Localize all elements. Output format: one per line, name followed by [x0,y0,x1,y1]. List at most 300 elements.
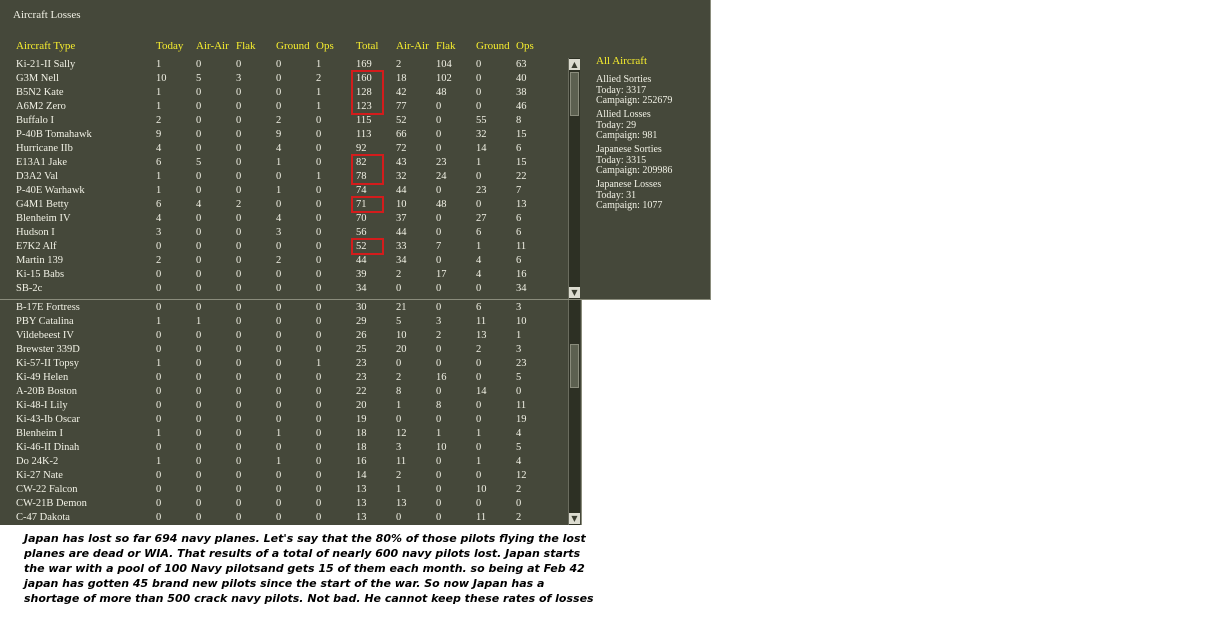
table-cell: 1 [276,185,282,196]
table-cell: 0 [436,386,442,397]
table-cell: 21 [396,302,407,313]
table-cell: 0 [196,101,202,112]
table-cell: 0 [316,484,322,495]
table-cell: 0 [196,302,202,313]
table-cell: 0 [156,241,162,252]
aircraft-name: Ki-27 Nate [16,470,63,481]
aircraft-name: B5N2 Kate [16,87,64,98]
table-cell: 52 [356,241,367,252]
table-cell: 0 [476,199,482,210]
table-cell: 34 [516,283,527,294]
table-cell: 0 [276,386,282,397]
table-cell: 0 [436,143,442,154]
column-header-type[interactable]: Aircraft Type [16,40,76,52]
table-cell: 0 [196,330,202,341]
table-cell: 1 [476,456,482,467]
table-cell: 2 [396,269,402,280]
table-cell: 11 [516,241,527,252]
aircraft-name: CW-21B Demon [16,498,87,509]
aircraft-name: G3M Nell [16,73,59,84]
table-cell: 0 [156,512,162,523]
table-cell: 113 [356,129,372,140]
table-cell: 5 [196,157,202,168]
table-cell: 169 [356,59,372,70]
table-cell: 6 [516,143,522,154]
table-cell: 14 [476,386,487,397]
table-cell: 0 [236,227,242,238]
column-header[interactable]: Ground [276,40,310,52]
table-cell: 0 [196,185,202,196]
table-cell: 0 [316,414,322,425]
table-cell: 23 [476,185,487,196]
table-cell: 0 [316,115,322,126]
table-cell: 0 [476,400,482,411]
summary-line: Allied Sorties [596,74,652,85]
table-cell: 18 [356,442,367,453]
table-cell: 0 [276,101,282,112]
table-cell: 0 [276,59,282,70]
summary-line: Campaign: 1077 [596,200,663,211]
table-cell: 0 [436,255,442,266]
table-cell: 24 [436,171,447,182]
table-cell: 0 [196,470,202,481]
table-cell: 1 [276,157,282,168]
table-cell: 1 [276,428,282,439]
summary-line: Today: 29 [596,119,637,131]
table-cell: 48 [436,199,447,210]
caption-line: Japan has lost so far 694 navy planes. Let's say that the 80% of those pilots flying the lost [24,532,586,545]
table-cell: 1 [156,87,162,98]
table-cell: 0 [156,372,162,383]
table-cell: 0 [196,241,202,252]
table-cell: 0 [476,73,482,84]
table-cell: 0 [196,386,202,397]
table-cell: 0 [276,512,282,523]
table-cell: 0 [476,414,482,425]
highlight-box [351,238,384,255]
table-cell: 0 [236,255,242,266]
table-cell: 16 [356,456,367,467]
table-cell: 3 [396,442,402,453]
table-cell: 0 [316,157,322,168]
column-header[interactable]: Air-Air [396,40,429,52]
table-cell: 2 [396,470,402,481]
aircraft-name: D3A2 Val [16,171,59,182]
table-cell: 6 [516,213,522,224]
table-cell: 6 [476,227,482,238]
table-cell: 0 [276,241,282,252]
table-cell: 0 [236,171,242,182]
table-cell: 0 [516,386,522,397]
table-cell: 0 [196,484,202,495]
table-cell: 0 [316,199,322,210]
table-cell: 0 [236,185,242,196]
table-cell: 2 [236,199,242,210]
aircraft-name: CW-22 Falcon [16,484,78,495]
column-header[interactable]: Total [356,40,379,52]
table-cell: 92 [356,143,367,154]
table-cell: 0 [276,73,282,84]
table-cell: 0 [316,386,322,397]
table-cell: 0 [276,358,282,369]
table-cell: 0 [276,302,282,313]
table-cell: 0 [276,87,282,98]
table-cell: 0 [236,87,242,98]
table-cell: 2 [316,73,322,84]
table-cell: 32 [476,129,487,140]
summary-line: Today: 3317 [596,84,647,96]
table-cell: 0 [156,400,162,411]
aircraft-name: Blenheim IV [16,213,71,224]
aircraft-name: Martin 139 [16,255,63,266]
table-cell: 0 [196,283,202,294]
table-cell: 3 [436,316,442,327]
table-cell: 15 [516,157,527,168]
aircraft-name: Ki-43-Ib Oscar [16,414,80,425]
table-cell: 0 [276,171,282,182]
table-cell: 0 [196,344,202,355]
table-cell: 1 [476,428,482,439]
table-cell: 0 [476,358,482,369]
table-cell: 0 [156,344,162,355]
table-cell: 0 [476,372,482,383]
caption-line: the war with a pool of 100 Navy pilotsand gets 15 of them each month. so being at Feb 42 [24,562,585,575]
caption-line: japan has gotten 45 brand new pilots since the start of the war. So now Japan has a [24,577,545,590]
table-cell: 11 [476,316,487,327]
table-cell: 48 [436,87,447,98]
table-cell: 2 [396,372,402,383]
table-cell: 10 [396,199,407,210]
aircraft-name: G4M1 Betty [16,199,69,210]
aircraft-name: Vildebeest IV [16,330,74,341]
aircraft-name: Ki-57-II Topsy [16,358,79,369]
table-cell: 7 [436,241,442,252]
table-cell: 6 [156,199,162,210]
table-cell: 0 [156,283,162,294]
table-cell: 0 [316,241,322,252]
table-cell: 52 [396,115,407,126]
table-cell: 0 [236,512,242,523]
table-cell: 18 [396,73,407,84]
table-cell: 3 [236,73,242,84]
aircraft-name: P-40B Tomahawk [16,129,92,140]
table-cell: 160 [356,73,372,84]
table-cell: 11 [516,400,527,411]
table-cell: 0 [236,498,242,509]
table-cell: 42 [396,87,407,98]
table-cell: 19 [356,414,367,425]
table-cell: 4 [276,143,282,154]
table-cell: 37 [396,213,407,224]
table-cell: 4 [276,213,282,224]
column-header[interactable]: Flak [236,40,256,52]
table-cell: 17 [436,269,447,280]
table-cell: 10 [396,330,407,341]
aircraft-name: P-40E Warhawk [16,185,85,196]
table-cell: 0 [436,227,442,238]
table-cell: 0 [236,115,242,126]
scrollbar-bottom[interactable] [568,300,580,525]
summary-line: Today: 31 [596,189,637,201]
table-cell: 11 [476,512,487,523]
table-cell: 12 [396,428,407,439]
aircraft-name: Brewster 339D [16,344,80,355]
table-cell: 23 [356,358,367,369]
highlight-box [351,154,384,185]
table-cell: 0 [156,414,162,425]
table-cell: 22 [516,171,527,182]
table-cell: 0 [316,470,322,481]
table-cell: 0 [276,199,282,210]
table-cell: 0 [196,59,202,70]
table-cell: 5 [516,372,522,383]
aircraft-name: B-17E Fortress [16,302,80,313]
table-cell: 20 [356,400,367,411]
summary-line: Campaign: 981 [596,130,658,141]
summary-line: Today: 3315 [596,154,647,166]
table-cell: 0 [316,129,322,140]
table-cell: 1 [156,428,162,439]
table-cell: 0 [276,344,282,355]
aircraft-name: E13A1 Jake [16,157,68,168]
window-title: Aircraft Losses [13,9,81,21]
table-cell: 0 [196,400,202,411]
table-cell: 0 [436,414,442,425]
column-header[interactable]: Ground [476,40,510,52]
table-cell: 39 [356,269,367,280]
table-cell: 1 [156,59,162,70]
table-cell: 4 [156,143,162,154]
table-cell: 1 [156,171,162,182]
column-header[interactable]: Today [156,40,184,52]
table-cell: 115 [356,115,372,126]
table-cell: 0 [196,512,202,523]
table-cell: 1 [156,101,162,112]
table-cell: 56 [356,227,367,238]
table-cell: 0 [196,414,202,425]
table-cell: 0 [236,414,242,425]
table-cell: 0 [316,227,322,238]
column-header[interactable]: Flak [436,40,456,52]
table-cell: 0 [436,129,442,140]
table-cell: 34 [356,283,367,294]
table-cell: 0 [396,414,402,425]
table-cell: 1 [196,316,202,327]
table-cell: 0 [436,283,442,294]
table-cell: 0 [196,255,202,266]
table-cell: 0 [236,283,242,294]
table-cell: 3 [516,344,522,355]
table-cell: 0 [236,129,242,140]
scroll-thumb[interactable] [570,344,579,388]
table-cell: 9 [156,129,162,140]
aircraft-name: Ki-49 Helen [16,372,69,383]
table-cell: 0 [436,302,442,313]
table-cell: 0 [316,512,322,523]
table-cell: 13 [356,512,367,523]
table-cell: 102 [436,73,452,84]
table-cell: 0 [196,87,202,98]
table-cell: 1 [156,316,162,327]
aircraft-name: Ki-46-II Dinah [16,442,80,453]
table-cell: 2 [476,344,482,355]
table-cell: 0 [436,185,442,196]
table-cell: 0 [236,470,242,481]
table-cell: 0 [316,330,322,341]
table-cell: 0 [236,428,242,439]
table-cell: 8 [396,386,402,397]
table-cell: 0 [436,456,442,467]
aircraft-name: Ki-21-II Sally [16,59,76,70]
table-cell: 0 [276,316,282,327]
table-cell: 5 [196,73,202,84]
table-cell: 32 [396,171,407,182]
table-cell: 3 [156,227,162,238]
table-cell: 13 [356,484,367,495]
table-cell: 9 [276,129,282,140]
table-cell: 2 [156,255,162,266]
table-cell: 0 [316,442,322,453]
table-cell: 2 [396,59,402,70]
table-cell: 0 [236,484,242,495]
table-cell: 0 [156,386,162,397]
table-cell: 0 [236,386,242,397]
table-cell: 82 [356,157,367,168]
table-cell: 0 [316,372,322,383]
table-cell: 0 [316,302,322,313]
table-cell: 2 [276,255,282,266]
table-cell: 0 [436,470,442,481]
aircraft-name: Do 24K-2 [16,456,59,467]
table-cell: 26 [356,330,367,341]
table-cell: 16 [436,372,447,383]
table-cell: 0 [316,185,322,196]
table-cell: 1 [276,456,282,467]
table-cell: 13 [516,199,527,210]
table-cell: 0 [156,269,162,280]
scrollbar-top[interactable] [568,58,580,299]
table-cell: 0 [236,344,242,355]
table-cell: 0 [196,143,202,154]
table-cell: 104 [436,59,452,70]
table-cell: 1 [316,101,322,112]
table-cell: 6 [476,302,482,313]
table-cell: 8 [516,115,522,126]
table-cell: 0 [276,330,282,341]
table-cell: 4 [476,269,482,280]
table-cell: 0 [276,484,282,495]
table-cell: 70 [356,213,367,224]
scroll-down-icon[interactable]: ▼ [569,287,580,298]
table-cell: 0 [276,269,282,280]
table-cell: 0 [196,428,202,439]
aircraft-name: C-47 Dakota [16,512,70,523]
table-cell: 128 [356,87,372,98]
table-cell: 0 [236,456,242,467]
table-cell: 44 [356,255,367,266]
table-cell: 78 [356,171,367,182]
column-header[interactable]: Air-Air [196,40,229,52]
table-cell: 3 [516,302,522,313]
table-cell: 0 [516,498,522,509]
table-cell: 0 [196,358,202,369]
table-cell: 72 [396,143,407,154]
table-cell: 4 [516,456,522,467]
table-cell: 23 [436,157,447,168]
table-cell: 0 [156,498,162,509]
summary-line: Campaign: 252679 [596,95,673,106]
scroll-down-icon[interactable]: ▼ [569,513,580,524]
table-cell: 0 [276,442,282,453]
table-cell: 4 [196,199,202,210]
column-header[interactable]: Ops [316,40,334,52]
column-header[interactable]: Ops [516,40,534,52]
aircraft-name: Hudson I [16,227,55,238]
table-cell: 66 [396,129,407,140]
scroll-up-icon[interactable]: ▲ [569,59,580,70]
table-cell: 14 [476,143,487,154]
table-cell: 0 [236,241,242,252]
table-cell: 0 [196,115,202,126]
table-cell: 0 [436,213,442,224]
table-cell: 0 [436,101,442,112]
summary-line: Japanese Losses [596,179,662,190]
table-cell: 11 [396,456,407,467]
table-cell: 13 [396,498,407,509]
table-cell: 0 [276,498,282,509]
table-cell: 0 [196,269,202,280]
table-cell: 2 [516,484,522,495]
table-cell: 0 [196,129,202,140]
table-cell: 0 [236,157,242,168]
table-cell: 20 [396,344,407,355]
table-cell: 0 [396,283,402,294]
caption-text [24,531,594,606]
table-cell: 10 [156,73,167,84]
table-cell: 0 [316,269,322,280]
table-cell: 0 [316,344,322,355]
table-cell: 10 [436,442,447,453]
table-cell: 0 [196,213,202,224]
table-cell: 0 [156,470,162,481]
table-cell: 10 [476,484,487,495]
table-cell: 71 [356,199,367,210]
table-cell: 8 [436,400,442,411]
table-cell: 23 [356,372,367,383]
table-cell: 0 [276,414,282,425]
table-cell: 34 [396,255,407,266]
aircraft-name: Ki-48-I Lily [16,400,68,411]
table-cell: 0 [276,470,282,481]
table-cell: 0 [316,213,322,224]
table-cell: 19 [516,414,527,425]
table-cell: 0 [316,283,322,294]
table-cell: 63 [516,59,527,70]
table-cell: 0 [156,442,162,453]
table-cell: 46 [516,101,527,112]
table-cell: 10 [516,316,527,327]
table-cell: 0 [236,143,242,154]
summary-line: Campaign: 209986 [596,165,673,176]
scroll-thumb[interactable] [570,72,579,116]
table-cell: 0 [396,512,402,523]
table-cell: 33 [396,241,407,252]
table-cell: 1 [316,59,322,70]
table-cell: 0 [316,255,322,266]
aircraft-name: SB-2c [16,283,43,294]
table-cell: 23 [516,358,527,369]
table-cell: 1 [316,87,322,98]
